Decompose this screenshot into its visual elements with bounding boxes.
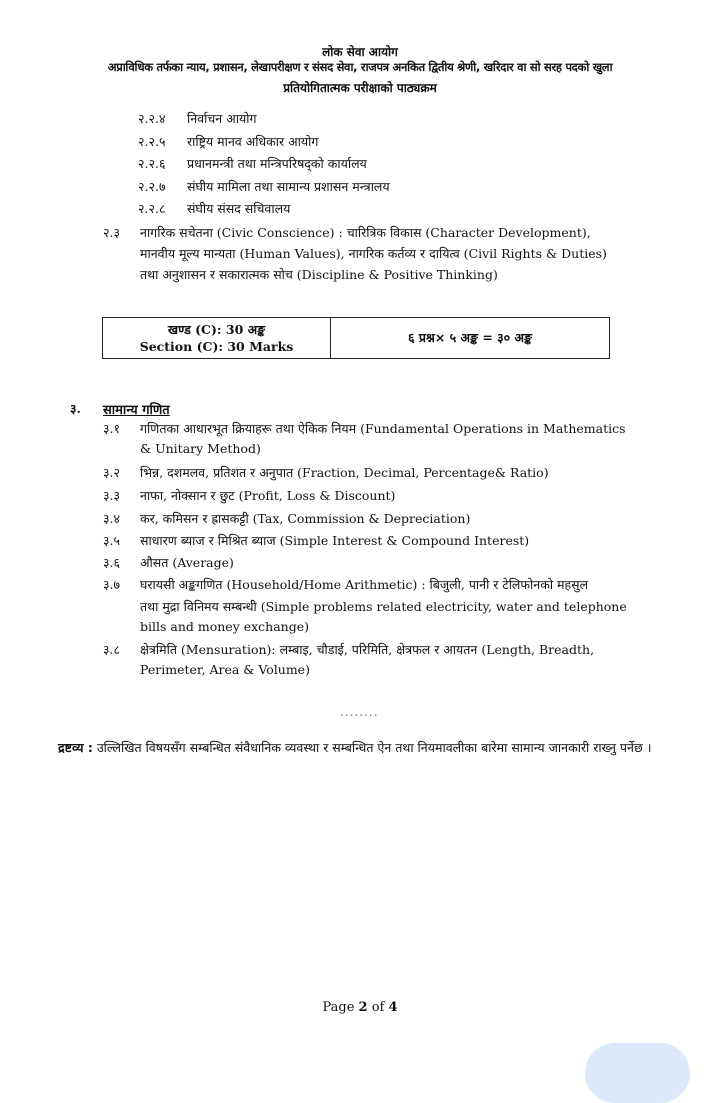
math-item-line: भिन्न, दशमलव, प्रतिशत र अनुपात (Fraction, Decimal, Percentage& Ratio) bbox=[140, 465, 549, 480]
sub-item-number: २.२.६ bbox=[138, 156, 166, 171]
syllabus-title: प्रतियोगितात्मक परीक्षाको पाठ्यक्रम bbox=[283, 81, 437, 95]
math-item-line: साधारण ब्याज र मिश्रित ब्याज (Simple Interest & Compound Interest) bbox=[140, 533, 530, 548]
math-item-line: क्षेत्रमिति (Mensuration): लम्बाइ, चौडाई, परिमिति, क्षेत्रफल र आयतन (Length, Breadth, bbox=[140, 642, 595, 657]
math-item-line: bills and money exchange) bbox=[140, 619, 310, 634]
civic-line: नागरिक सचेतना (Civic Conscience) : चारित्रिक विकास (Character Development), bbox=[140, 225, 591, 240]
section-label-english: Section (C): 30 Marks bbox=[139, 339, 294, 354]
math-item-number: ३.२ bbox=[103, 465, 120, 480]
math-item-number: ३.६ bbox=[103, 555, 120, 570]
separator-dots: ........ bbox=[340, 705, 379, 719]
floating-action-button[interactable] bbox=[585, 1043, 690, 1103]
math-item-number: ३.१ bbox=[103, 421, 120, 436]
section-label-nepali: खण्ड (C): 30 अङ्क bbox=[167, 322, 266, 337]
page-current: 2 bbox=[358, 1000, 368, 1015]
section-marks-formula: ६ प्रश्न× ५ अङ्क = ३० अङ्क bbox=[408, 330, 532, 345]
page-middle: of bbox=[367, 1000, 389, 1015]
math-item-line: नाफा, नोक्सान र छुट (Profit, Loss & Discount) bbox=[140, 488, 396, 503]
sub-item-text: राष्ट्रिय मानव अधिकार आयोग bbox=[187, 134, 319, 149]
sub-item-text: संघीय मामिला तथा सामान्य प्रशासन मन्त्रालय bbox=[187, 179, 390, 194]
civic-number: २.३ bbox=[103, 225, 120, 240]
section-number: ३. bbox=[70, 401, 81, 416]
sub-item-number: २.२.८ bbox=[138, 201, 166, 216]
section-title: सामान्य गणित bbox=[103, 403, 170, 418]
sub-item-text: निर्वाचन आयोग bbox=[187, 111, 257, 126]
math-item-number: ३.७ bbox=[103, 577, 120, 592]
page-total: 4 bbox=[388, 1000, 398, 1015]
page-number bbox=[0, 1000, 720, 1015]
sub-item-number: २.२.५ bbox=[138, 134, 166, 149]
note-label: द्रष्टव्य : bbox=[58, 740, 93, 755]
sub-item-number: २.२.४ bbox=[138, 111, 166, 126]
sub-item-text: प्रधानमन्त्री तथा मन्त्रिपरिषद्को कार्यालय bbox=[187, 156, 367, 171]
math-item-line: घरायसी अङ्कगणित (Household/Home Arithmetic) : बिजुली, पानी र टेलिफोनको महसुल bbox=[140, 577, 589, 592]
math-item-line: Perimeter, Area & Volume) bbox=[140, 662, 310, 677]
org-title: लोक सेवा आयोग bbox=[322, 45, 398, 59]
math-item-line: तथा मुद्रा विनिमय सम्बन्धी (Simple problems related electricity, water and telephone bbox=[140, 599, 627, 614]
note-paragraph bbox=[58, 737, 658, 758]
math-item-line: & Unitary Method) bbox=[140, 441, 261, 456]
civic-line: तथा अनुशासन र सकारात्मक सोच (Discipline & Positive Thinking) bbox=[140, 267, 498, 282]
page-prefix: Page bbox=[322, 1000, 359, 1015]
section-label-cell bbox=[103, 318, 331, 358]
note-text: उल्लिखित विषयसँग सम्बन्धित संवैधानिक व्यवस्था र सम्बन्धित ऐन तथा नियमावलीका बारेमा सामान्य जानकारी राख्नु पर्नेछ । bbox=[96, 740, 652, 755]
math-item-number: ३.८ bbox=[103, 642, 120, 657]
math-item-line: गणितका आधारभूत क्रियाहरू तथा ऐकिक नियम (Fundamental Operations in Mathematics bbox=[140, 421, 626, 436]
sub-item-number: २.२.७ bbox=[138, 179, 166, 194]
exam-title: अप्राविधिक तर्फका न्याय, प्रशासन, लेखापरीक्षण र संसद सेवा, राजपत्र अनकित द्वितीय श्रेणी, खरिदार वा सो सरह पदको खुला bbox=[107, 60, 613, 74]
sub-item-text: संघीय संसद सचिवालय bbox=[187, 201, 291, 216]
civic-line: मानवीय मूल्य मान्यता (Human Values), नागरिक कर्तव्य र दायित्व (Civil Rights & Duties) bbox=[140, 246, 607, 261]
math-item-number: ३.५ bbox=[103, 533, 120, 548]
math-item-line: कर, कमिसन र ह्रासकट्टी (Tax, Commission & Depreciation) bbox=[140, 511, 471, 526]
math-item-line: औसत (Average) bbox=[140, 555, 234, 570]
math-item-number: ३.३ bbox=[103, 488, 120, 503]
math-item-number: ३.४ bbox=[103, 511, 120, 526]
section-marks-table bbox=[102, 317, 610, 359]
